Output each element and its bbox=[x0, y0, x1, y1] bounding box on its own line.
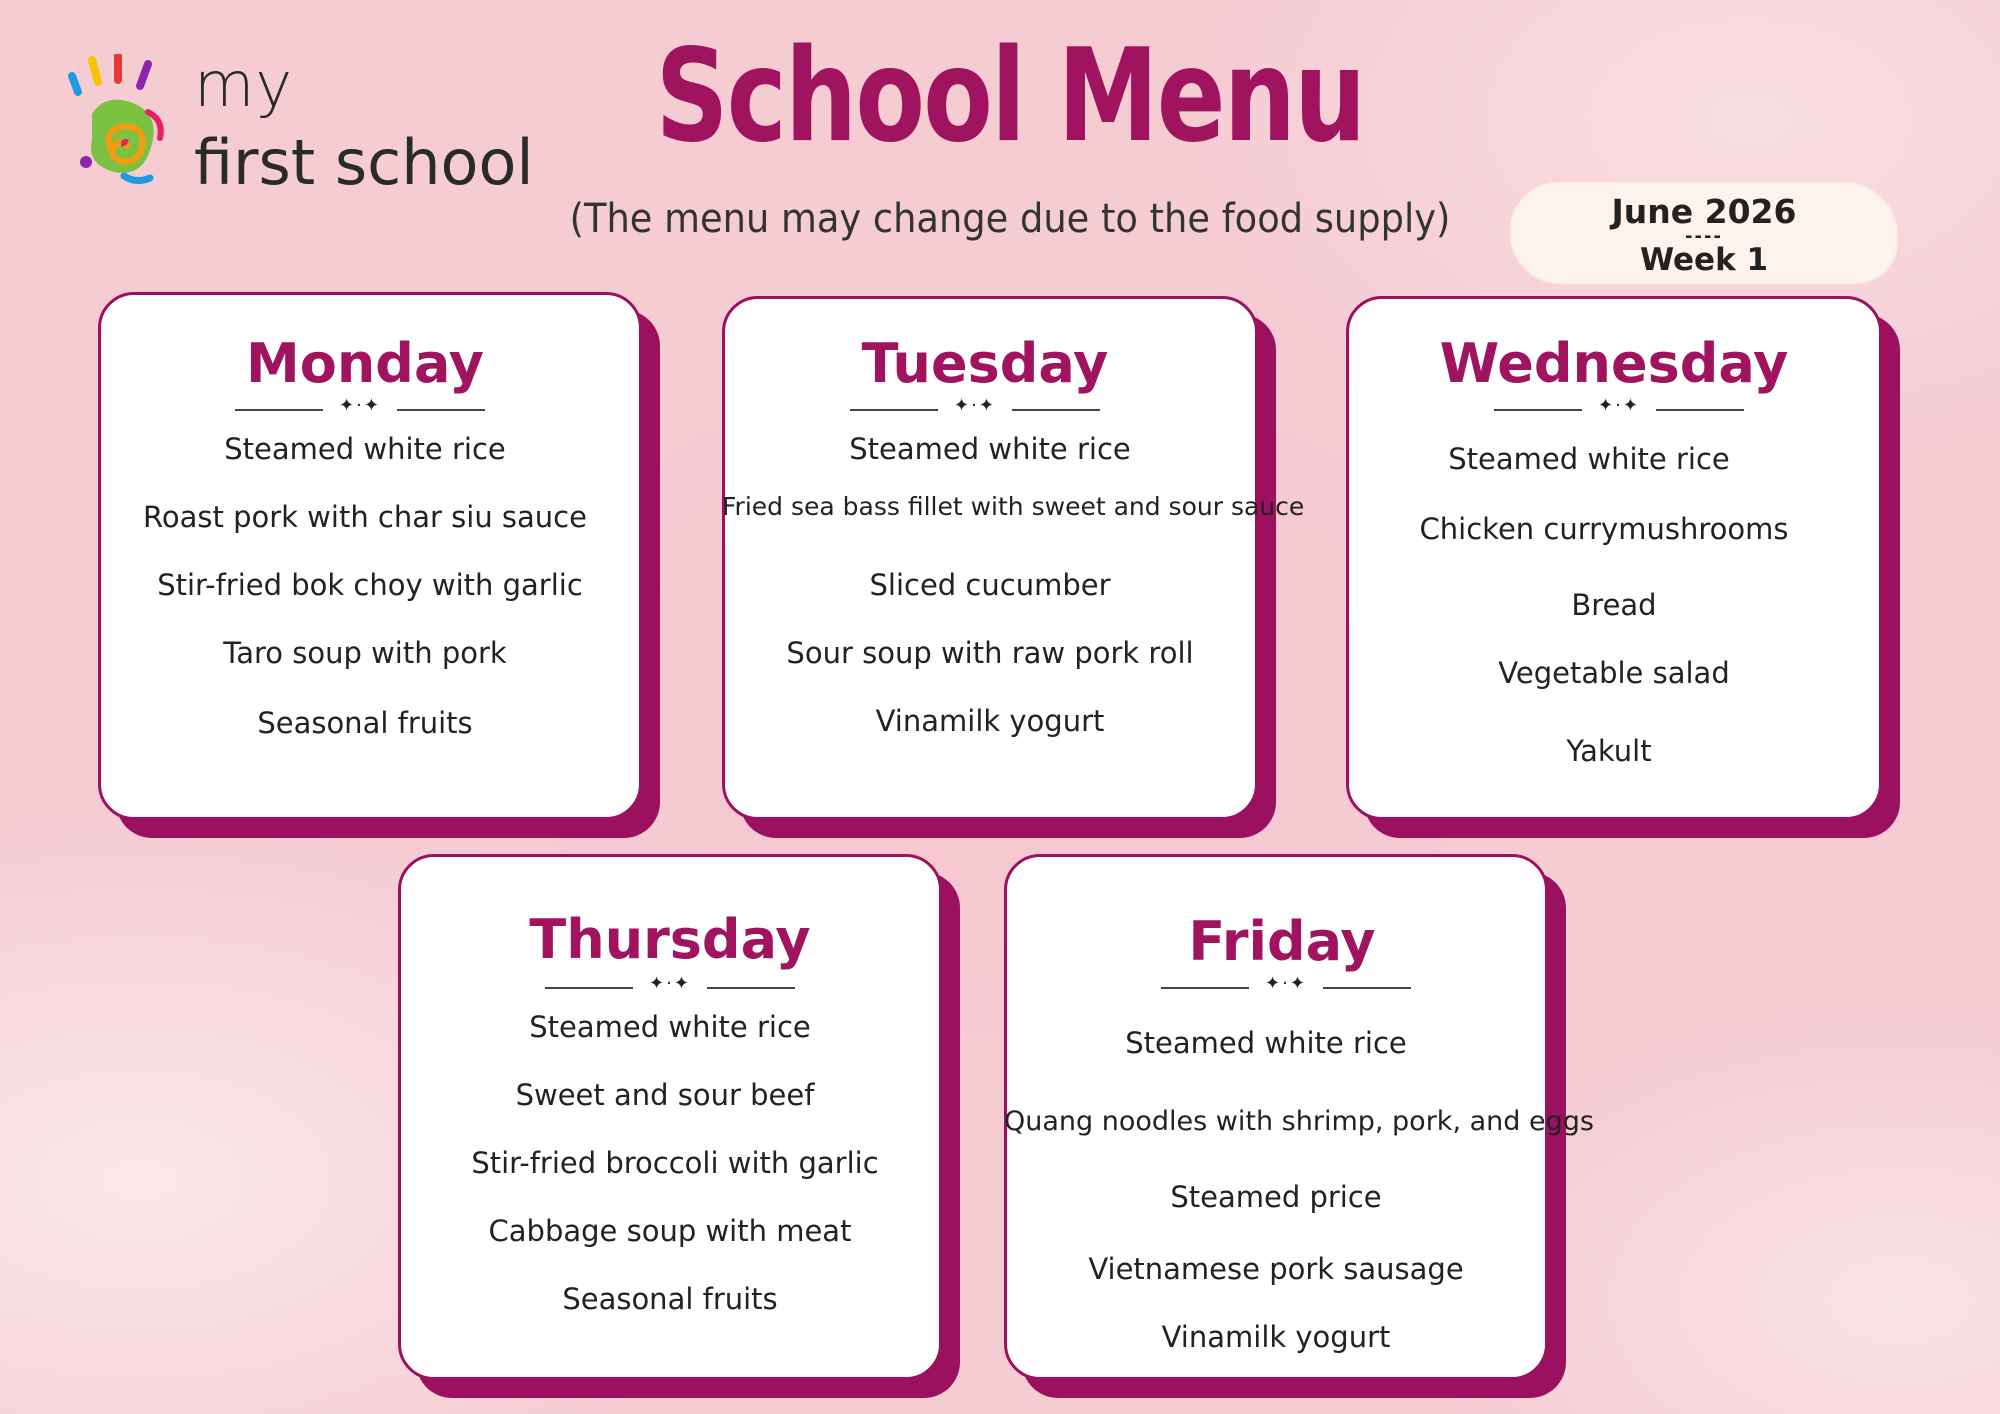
divider-line bbox=[707, 987, 795, 989]
divider-line bbox=[1012, 409, 1100, 411]
menu-card-thursday bbox=[398, 854, 942, 1380]
menu-item: Fried sea bass fillet with sweet and sour sauce bbox=[722, 492, 1305, 521]
divider-stars-icon: ✦·✦ bbox=[649, 973, 691, 994]
menu-card-wednesday bbox=[1346, 296, 1882, 820]
divider-stars-icon: ✦·✦ bbox=[954, 395, 996, 416]
menu-item: Roast pork with char siu sauce bbox=[143, 500, 587, 534]
divider-line bbox=[1656, 409, 1744, 411]
menu-item: Yakult bbox=[1566, 734, 1652, 768]
divider-stars-icon: ✦·✦ bbox=[1598, 395, 1640, 416]
menu-item: Cabbage soup with meat bbox=[488, 1214, 852, 1248]
menu-item: Quang noodles with shrimp, pork, and eggs bbox=[1004, 1106, 1594, 1137]
badge-month: June 2026 bbox=[1611, 192, 1797, 231]
logo-text-my: my bbox=[194, 48, 294, 121]
day-title: Tuesday bbox=[861, 332, 1109, 395]
page-subtitle: (The menu may change due to the food supply) bbox=[569, 196, 1451, 242]
day-title: Wednesday bbox=[1439, 332, 1789, 395]
date-badge bbox=[1512, 184, 1896, 282]
day-title: Friday bbox=[1188, 910, 1376, 973]
menu-item: Sour soup with raw pork roll bbox=[786, 636, 1194, 670]
logo-text-first-school: first school bbox=[194, 126, 534, 199]
menu-card-friday bbox=[1004, 854, 1594, 1380]
menu-item: Vegetable salad bbox=[1498, 656, 1730, 690]
menu-item: Steamed white rice bbox=[1448, 442, 1730, 476]
menu-item: Steamed white rice bbox=[849, 432, 1131, 466]
menu-item: Vinamilk yogurt bbox=[875, 704, 1105, 738]
menu-item: Steamed price bbox=[1170, 1180, 1382, 1214]
page-title: School Menu bbox=[655, 22, 1365, 171]
day-title: Thursday bbox=[529, 908, 811, 971]
divider-line bbox=[1323, 987, 1411, 989]
menu-item: Seasonal fruits bbox=[257, 706, 473, 740]
menu-item: Taro soup with pork bbox=[223, 636, 507, 670]
badge-separator: ---- bbox=[1685, 226, 1723, 247]
menu-item: Bread bbox=[1571, 588, 1657, 622]
title-divider bbox=[235, 395, 485, 420]
handprint-logo-icon bbox=[64, 54, 184, 204]
menu-item: Vietnamese pork sausage bbox=[1088, 1252, 1464, 1286]
menu-item: Chicken currymushrooms bbox=[1419, 512, 1789, 546]
menu-item: Stir-fried bok choy with garlic bbox=[157, 568, 583, 602]
menu-card-monday bbox=[98, 292, 642, 820]
menu-item: Sliced cucumber bbox=[869, 568, 1111, 602]
divider-stars-icon: ✦·✦ bbox=[339, 395, 381, 416]
menu-item: Steamed white rice bbox=[529, 1010, 811, 1044]
title-divider bbox=[1494, 395, 1744, 420]
title-divider bbox=[850, 395, 1100, 420]
badge-week: Week 1 bbox=[1639, 242, 1769, 278]
title-divider bbox=[1161, 973, 1411, 998]
menu-card-tuesday bbox=[722, 296, 1305, 820]
title-divider bbox=[545, 973, 795, 998]
day-title: Monday bbox=[246, 332, 484, 395]
divider-stars-icon: ✦·✦ bbox=[1265, 973, 1307, 994]
menu-item: Steamed white rice bbox=[1125, 1026, 1407, 1060]
menu-item: Vinamilk yogurt bbox=[1161, 1320, 1391, 1354]
menu-item: Sweet and sour beef bbox=[515, 1078, 815, 1112]
menu-item: Stir-fried broccoli with garlic bbox=[471, 1146, 879, 1180]
divider-line bbox=[397, 409, 485, 411]
menu-item: Steamed white rice bbox=[224, 432, 506, 466]
menu-item: Seasonal fruits bbox=[562, 1282, 778, 1316]
school-logo bbox=[64, 48, 544, 214]
